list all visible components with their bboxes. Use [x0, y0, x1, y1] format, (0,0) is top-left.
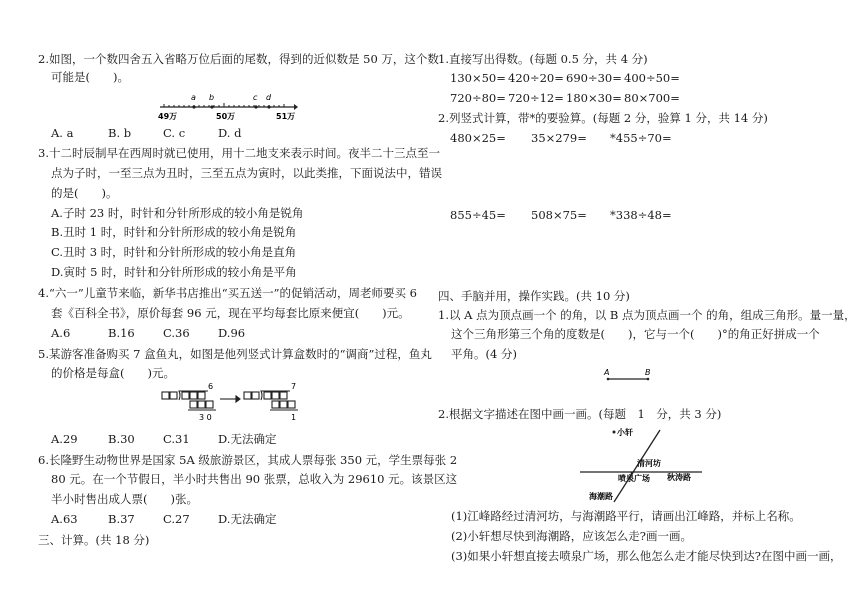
q2-line1: 2.如图，一个数四舍五入省略万位后面的尾数，得到的近似数是 50 万，这个数: [38, 52, 439, 66]
point-d-dot: [267, 105, 270, 108]
number-line-figure: [158, 90, 298, 122]
practice2-sub2: (2)小轩想尽快到海潮路，应该怎么走?画一画。: [451, 529, 692, 543]
calc1-r1-c1: 130×50=: [450, 71, 506, 85]
street-map-figure: [576, 424, 706, 504]
calc2-r2-c3: *338÷48=: [610, 208, 672, 222]
q2-option-d: D. d: [218, 126, 242, 140]
q6-option-b: B.37: [108, 512, 135, 526]
q2-option-a: A. a: [51, 126, 74, 140]
calc1-r2-c1: 720÷80=: [450, 91, 506, 105]
tick-label-50: 50万: [216, 112, 236, 121]
calc2-r2-c2: 508×75=: [531, 208, 587, 222]
division-adjust-figure: [160, 382, 310, 426]
section-4-heading: 四、手脑并用，操作实践。(共 10 分): [438, 289, 630, 303]
q6-option-d: D.无法确定: [218, 512, 277, 526]
right-column: [430, 0, 860, 608]
calc2-r1-c1: 480×25=: [450, 131, 506, 145]
calc2-title: 2.列竖式计算，带*的要验算。(每题 2 分，验算 1 分，共 14 分): [438, 111, 768, 125]
practice1-line3: 平角。(4 分): [451, 347, 517, 361]
q5-option-b: B.30: [108, 432, 135, 446]
q4-option-d: D.96: [218, 326, 246, 340]
point-label-b: b: [209, 93, 215, 102]
point-b-dot: [210, 105, 213, 108]
quotient-first: 6: [208, 382, 214, 391]
q3-line3: 的是( )。: [51, 186, 118, 200]
q3-option-d: D.寅时 5 时，时针和分针所形成的较小角是平角: [51, 265, 297, 279]
q6-line3: 半小时售出成人票( )张。: [51, 492, 198, 506]
q3-line2: 点为子时，一至三点为丑时，三至五点为寅时，以此类推，下面说法中，错误: [51, 166, 442, 180]
calc2-r1-c2: 35×279=: [531, 131, 587, 145]
map-label-qinghefang: 清河坊: [637, 459, 661, 468]
point-a-dot: [192, 105, 195, 108]
xiaoxuan-dot: [613, 431, 616, 434]
map-label-fountain-plaza: 喷泉广场: [618, 474, 650, 483]
q3-option-c: C.丑时 3 时，时针和分针所形成的较小角是直角: [51, 245, 297, 259]
remainder-second: 1: [291, 413, 297, 422]
map-label-qiutaolu: 秋涛路: [667, 473, 691, 482]
point-label-d: d: [266, 93, 272, 102]
q4-line1: 4.“六一”儿童节来临，新华书店推出“买五送一”的促销活动，周老师要买 6: [38, 286, 417, 300]
map-label-xiaoxuan: 小轩: [617, 428, 633, 437]
point-a-label: A: [604, 368, 610, 377]
calc1-r1-c3: 690÷30=: [566, 71, 622, 85]
practice2-title: 2.根据文字描述在图中画一画。(每题 1 分，共 3 分): [438, 407, 722, 421]
map-label-haichaolu: 海潮路: [589, 492, 613, 501]
q6-option-a: A.63: [51, 512, 78, 526]
q4-option-b: B.16: [108, 326, 135, 340]
segment-ab-figure: [602, 366, 662, 386]
q5-line1: 5.某游客准备购买 7 盒鱼丸，如图是他列竖式计算盒数时的“调商”过程，鱼丸: [38, 347, 432, 361]
practice1-line1: 1.以 A 点为顶点画一个 的角，以 B 点为顶点画一个 的角，组成三角形。量一量，: [438, 308, 856, 322]
point-c-dot: [254, 105, 257, 108]
tick-label-51: 51万: [276, 112, 296, 121]
q3-line1: 3.十二时辰制早在西周时就已使用，用十二地支来表示时间。夜半二十三点至一: [38, 146, 440, 160]
point-label-c: c: [253, 93, 258, 102]
calc1-r2-c4: 80×700=: [624, 91, 680, 105]
quotient-second: 7: [291, 382, 297, 391]
calc1-r2-c3: 180×30=: [566, 91, 622, 105]
q5-line2: 的价格是每盒( )元。: [51, 366, 175, 380]
calc1-r1-c4: 400÷50=: [624, 71, 680, 85]
practice2-sub1: (1)江峰路经过清河坊，与海潮路平行，请画出江峰路，并标上名称。: [451, 509, 801, 523]
q6-option-c: C.27: [163, 512, 190, 526]
calc1-r1-c2: 420÷20=: [508, 71, 564, 85]
q5-option-d: D.无法确定: [218, 432, 277, 446]
q5-option-a: A.29: [51, 432, 78, 446]
calc2-r2-c1: 855÷45=: [450, 208, 506, 222]
remainder-first: 3 0: [199, 413, 212, 422]
calc1-title: 1.直接写出得数。(每题 0.5 分，共 4 分): [438, 52, 648, 66]
q3-option-b: B.丑时 1 时，时针和分针所形成的较小角是锐角: [51, 225, 297, 239]
q2-option-c: C. c: [163, 126, 186, 140]
q4-line2: 套《百科全书》，原价每套 96 元，现在平均每套比原来便宜( )元。: [51, 306, 410, 320]
q2-option-b: B. b: [108, 126, 132, 140]
practice1-line2: 这个三角形第三个角的度数是( )，它与一个( )°的角正好拼成一个: [451, 327, 820, 341]
q4-option-a: A.6: [51, 326, 71, 340]
q5-option-c: C.31: [163, 432, 190, 446]
q2-line2: 可能是( )。: [51, 70, 129, 84]
point-b-label: B: [645, 368, 651, 377]
tick-label-49: 49万: [158, 112, 178, 121]
q6-line1: 6.长隆野生动物世界是国家 5A 级旅游景区，其成人票每张 350 元，学生票每张 2: [38, 453, 458, 467]
calc2-r1-c3: *455÷70=: [610, 131, 672, 145]
q4-option-c: C.36: [163, 326, 190, 340]
practice2-sub3: (3)如果小轩想直接去喷泉广场，那么他怎么走才能尽快到达?在图中画一画，: [451, 549, 842, 563]
calc1-r2-c2: 720÷12=: [508, 91, 564, 105]
q6-line2: 80 元。在一个节假日，半小时共售出 90 张票，总收入为 29610 元。该景区这: [51, 472, 458, 486]
section-3-heading: 三、计算。(共 18 分): [38, 533, 150, 547]
q3-option-a: A.子时 23 时，时针和分针所形成的较小角是锐角: [51, 206, 304, 220]
point-label-a: a: [191, 93, 196, 102]
